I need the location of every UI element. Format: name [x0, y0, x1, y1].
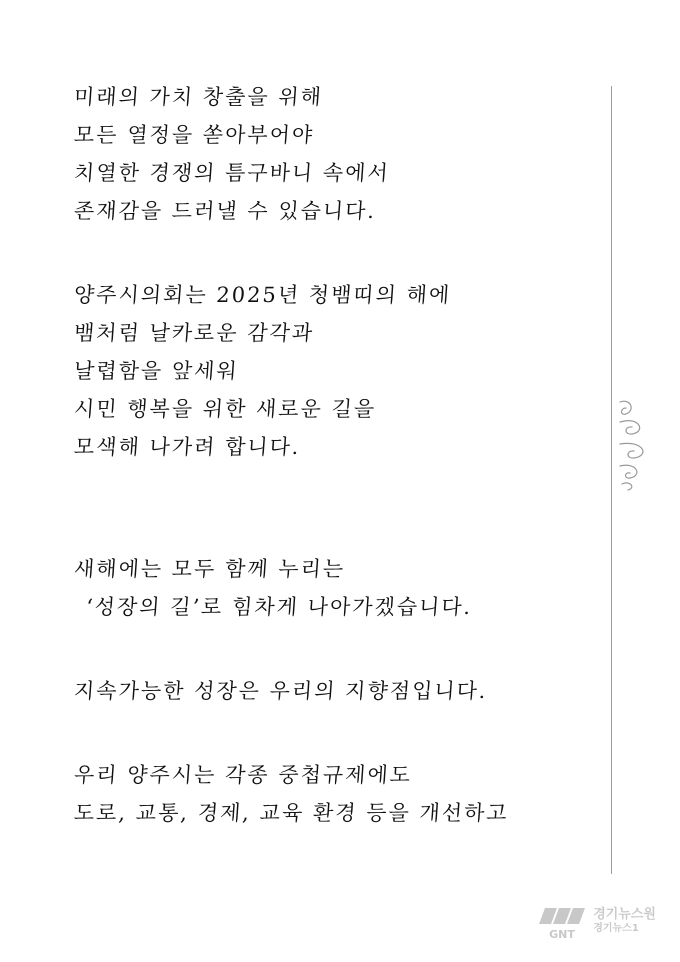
watermark — [537, 902, 656, 942]
text-line: 모든 열정을 쏟아부어야 — [73, 123, 316, 147]
text-line: 치열한 경쟁의 틈구바니 속에서 — [73, 161, 391, 185]
watermark-main: 경기뉴스원 — [593, 907, 656, 922]
paragraph-gap — [74, 626, 594, 672]
paragraph-gap — [74, 230, 594, 276]
text-line: 미래의 가치 창출을 위해 — [73, 85, 324, 109]
swirl-flourish-icon — [616, 396, 652, 492]
watermark-text — [593, 908, 656, 936]
text-line: 뱀처럼 날카로운 감각과 — [73, 321, 316, 345]
text-line: 모색해 나가려 합니다. — [73, 435, 302, 459]
body-text — [74, 78, 594, 832]
text-line: 새해에는 모두 함께 누리는 — [73, 557, 347, 581]
text-line: 시민 행복을 위한 새로운 길을 — [73, 397, 377, 421]
text-line: ‘성장의 길’로 힘차게 나아가겠습니다. — [85, 595, 474, 619]
paragraph-gap — [74, 466, 594, 550]
text-line: 양주시의회는 2025년 청뱀띠의 해에 — [73, 283, 453, 307]
text-line: 존재감을 드러낼 수 있습니다. — [73, 199, 377, 223]
text-line: 날렵함을 앞세워 — [73, 359, 240, 383]
paragraph-gap — [74, 710, 594, 756]
text-line: 우리 양주시는 각종 중첩규제에도 — [73, 763, 413, 787]
watermark-logo-text: GNT — [549, 928, 576, 941]
watermark-sub: 경기뉴스1 — [593, 923, 639, 934]
margin-rule — [611, 86, 612, 874]
gnt-logo-icon — [537, 902, 587, 942]
text-line: 도로, 교통, 경제, 교육 환경 등을 개선하고 — [73, 801, 510, 825]
text-line: 지속가능한 성장은 우리의 지향점입니다. — [73, 679, 489, 703]
